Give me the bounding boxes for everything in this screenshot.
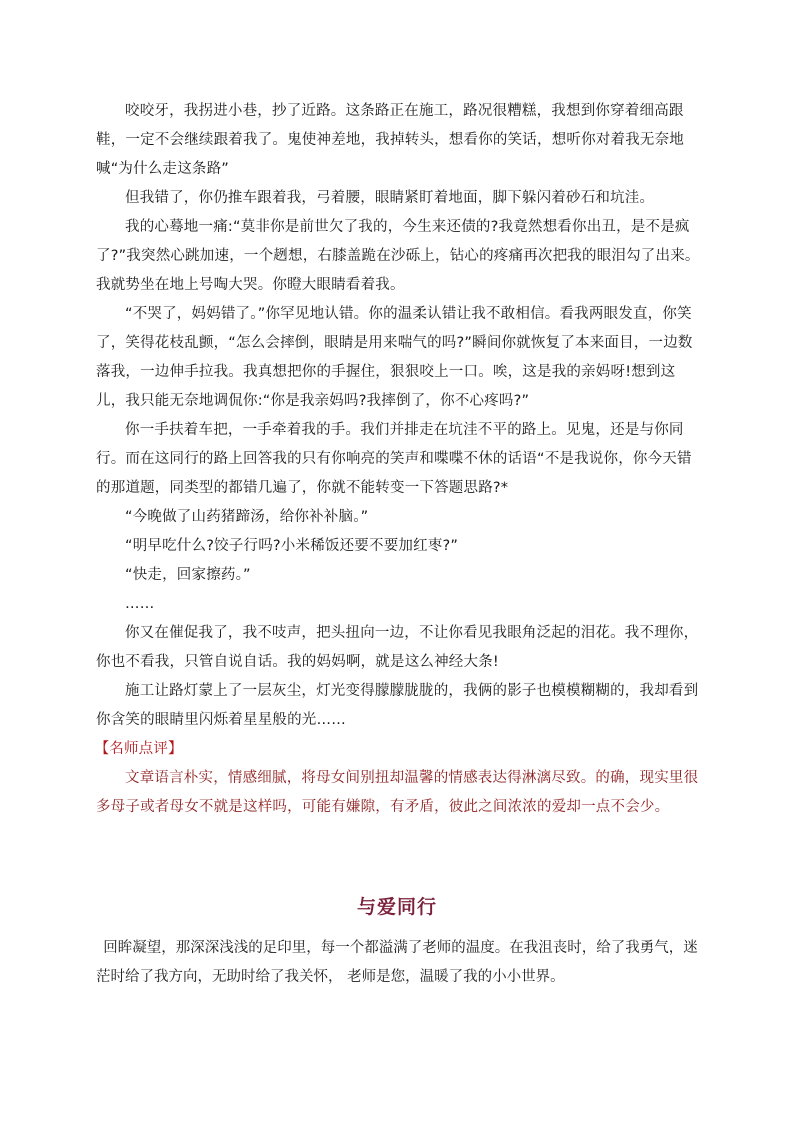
- paragraph: “明早吃什么?饺子行吗?小米稀饭还要不要加红枣?”: [125, 538, 459, 554]
- paragraph: “今晚做了山药猪蹄汤，给你补补脑。”: [125, 509, 369, 525]
- paragraph: 施工让路灯蒙上了一层灰尘，灯光变得朦朦胧胧的，我俩的影子也模模糊糊的，我却看到你含笑的眼睛里闪烁着星星般的光……: [96, 683, 699, 728]
- paragraph: 回眸凝望，那深深浅浅的足印里，每一个都溢满了老师的温度。在我沮丧时，给了我勇气，迷茫时给了我方向，无助时给了我关怀， 老师是您，温暖了我的小小世界。: [96, 940, 698, 985]
- paragraph: 你一手扶着车把，一手牵着我的手。我们并排走在坑洼不平的路上。见鬼，还是与你同行。而在这同行的路上回答我的只有你响亮的笑声和喋喋不休的话语“不是我说你，你今天错的那道题，同类型的都错几遍了，你就不能转变一下答题思路?*: [96, 422, 692, 496]
- paragraph: “快走，回家擦药。”: [125, 567, 251, 583]
- section-title: 与爱同行: [356, 896, 437, 918]
- paragraph: 咬咬牙，我拐进小巷，抄了近路。这条路正在施工，路况很糟糕，我想到你穿着细高跟鞋，一定不会继续跟着我了。鬼使神差地，我掉转头，想看你的笑话，想听你对着我无奈地喊“为什么走这条路”: [96, 103, 684, 177]
- paragraph: ……: [125, 596, 155, 612]
- article-body: [96, 97, 702, 822]
- paragraph: “不哭了，妈妈错了。”你罕见地认错。你的温柔认错让我不敢相信。看我两眼发直，你笑了，笑得花枝乱颤，“怎么会摔倒，眼睛是用来喘气的吗?”瞬间你就恢复了本来面目，一边数落我，一边伸手拉我。我真想把你的手握住，狠狠咬上一口。唉，这是我的亲妈呀!想到这儿，我只能无奈地调侃你:“你是我亲妈吗?我摔倒了，你不心疼吗?”: [96, 306, 693, 409]
- paragraph: 你又在催促我了，我不吱声，把头扭向一边，不让你看见我眼角泛起的泪花。我不理你，你也不看我，只管自说自话。我的妈妈啊，就是这么神经大条!: [96, 625, 699, 670]
- paragraph: 我的心蓦地一痛:“莫非你是前世欠了我的，今生来还债的?我竟然想看你出丑，是不是疯了?”我突然心跳加速，一个趔想，右膝盖跪在沙砾上，钻心的疼痛再次把我的眼泪勾了出来。我就势坐在地上号啕大哭。你瞪大眼睛看着我。: [96, 219, 700, 293]
- review-body: 文章语言朴实，情感细腻，将母女间别扭却温馨的情感表达得淋漓尽致。的确，现实里很多母子或者母女不就是这样吗，可能有嫌隙，有矛盾，彼此之间浓浓的爱却一点不会少。: [96, 770, 699, 815]
- review-heading: 【名师点评】: [94, 741, 183, 757]
- section2-body: [96, 934, 702, 992]
- paragraph: 但我错了，你仍推车跟着我，弓着腰，眼睛紧盯着地面，脚下躲闪着砂石和坑洼。: [125, 190, 655, 206]
